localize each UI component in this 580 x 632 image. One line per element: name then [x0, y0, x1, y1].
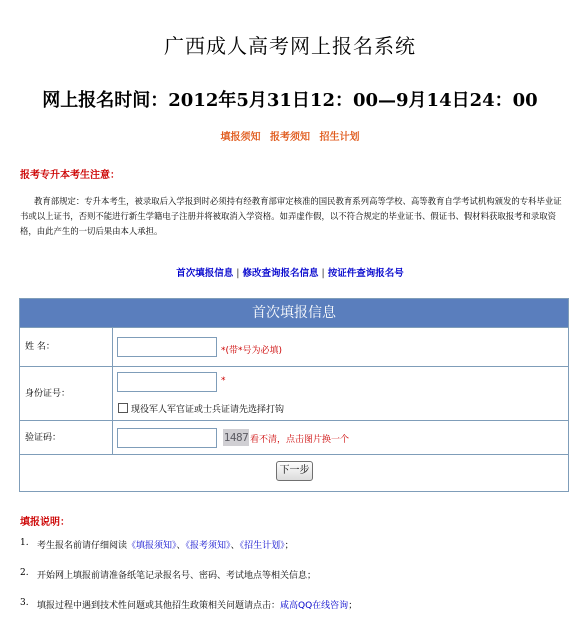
instruction-number: 2. [20, 568, 29, 578]
notice-body: 教育部规定：专升本考生，被录取后入学报到时必须持有经教育部审定核准的国民教育系列高等学校、高等教育自学考试机构颁发的专科毕业证书或以上证书，否则不能进行新生学籍电子注册并将被取消入学资格。如弄虚作假，以不符合规定的毕业证书、假证书、假材料获取报考和录取资格，由此产生的一切后果由本人承担。 [20, 196, 562, 236]
instruction-text-part: ； [348, 601, 358, 611]
required-note: *(带*号为必填) [221, 346, 283, 356]
instruction-text-part: 填报过程中遇到技术性问题或其他招生政策相关问题请点击： [37, 601, 281, 611]
nav-first-fill[interactable]: 首次填报信息 [176, 268, 234, 279]
nav-links [0, 265, 580, 279]
link-fill-notice[interactable]: 填报须知 [220, 132, 261, 143]
id-required-mark: * [221, 376, 226, 386]
qq-consult-link[interactable]: 咸高QQ在线咨询 [280, 601, 349, 611]
captcha-row [20, 420, 568, 455]
nav-query-by-id[interactable]: 按证件查询报名号 [327, 268, 404, 279]
notice-title: 报考专升本考生注意： [20, 170, 120, 181]
captcha-hint[interactable]: 看不清，点击图片换一个 [250, 435, 350, 445]
name-row [20, 327, 568, 367]
page-title: 广西成人高考网上报名系统 [164, 34, 416, 58]
next-step-button[interactable]: 下一步 [276, 461, 313, 481]
captcha-input[interactable] [117, 428, 217, 448]
link-enrollment-plan[interactable]: 招生计划 [319, 132, 360, 143]
id-row [20, 366, 568, 421]
instruction-text-part: ； [284, 541, 294, 551]
military-id-checkbox-label: 现役军人军官证或士兵证请先选择打钩 [131, 405, 285, 415]
registration-time: 网上报名时间：2012年5月31日12：00—9月14日24：00 [42, 90, 538, 111]
nav-modify-query[interactable]: 修改查询报名信息 [242, 268, 319, 279]
instructions-title: 填报说明： [20, 517, 70, 528]
registration-form [19, 298, 569, 492]
name-label: 姓 名： [20, 328, 113, 367]
instruction-text-part: 、 [230, 541, 240, 551]
instruction-number: 3. [20, 598, 29, 608]
instruction-text-part: 考生报名前请仔细阅读 [37, 541, 128, 551]
instruction-text-part: 、 [176, 541, 186, 551]
submit-row [20, 454, 568, 492]
link-exam-notice[interactable]: 《报考须知》 [185, 541, 231, 551]
link-fill-notice[interactable]: 《填报须知》 [127, 541, 177, 551]
id-label: 身份证号： [20, 367, 113, 421]
nav-separator: | [236, 268, 240, 279]
name-input[interactable] [117, 337, 217, 357]
instruction-text [37, 598, 357, 611]
link-enrollment-plan[interactable]: 《招生计划》 [239, 541, 285, 551]
captcha-image[interactable]: 1487 [223, 431, 249, 444]
military-id-checkbox[interactable] [118, 403, 128, 413]
id-number-input[interactable] [117, 372, 217, 392]
instruction-number: 1. [20, 538, 29, 548]
link-exam-notice[interactable]: 报考须知 [270, 132, 310, 143]
top-links [0, 128, 580, 143]
captcha-label: 验证码： [20, 421, 113, 455]
nav-separator: | [321, 268, 325, 279]
instruction-text: 开始网上填报前请准备纸笔记录报名号、密码、考试地点等相关信息； [37, 571, 317, 581]
instruction-text [37, 538, 294, 551]
form-header: 首次填报信息 [20, 299, 568, 327]
